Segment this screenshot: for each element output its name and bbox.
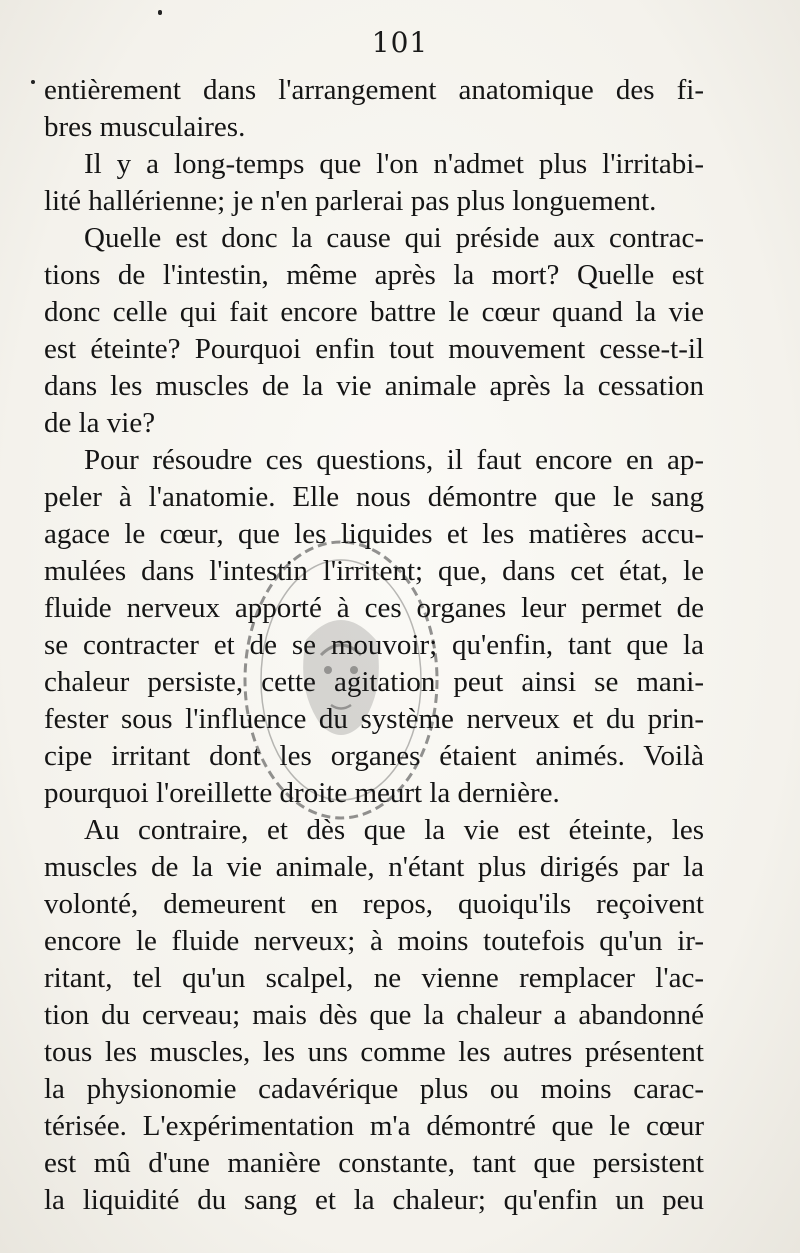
- page-number: 101: [371, 26, 429, 59]
- text-line: Pour résoudre ces questions, il faut encore en ap-: [84, 444, 704, 476]
- text-line: pourquoi l'oreillette droite meurt la dernière.: [44, 777, 560, 809]
- text-line: tion du cerveau; mais dès que la chaleur a abandonné: [44, 999, 704, 1031]
- text-line: de la vie?: [44, 407, 156, 439]
- text-line: Il y a long-temps que l'on n'admet plus l'irritabi-: [84, 148, 704, 180]
- text-line: dans les muscles de la vie animale après la cessation: [44, 370, 704, 402]
- text-line: tous les muscles, les uns comme les autres présentent: [44, 1036, 704, 1068]
- text-line: mulées dans l'intestin l'irritent; que, dans cet état, le: [44, 555, 704, 587]
- text-line: est mû d'une manière constante, tant que persistent: [44, 1147, 704, 1179]
- text-line: fester sous l'influence du système nerveux et du prin-: [44, 703, 704, 735]
- text-line: Quelle est donc la cause qui préside aux contrac-: [84, 222, 704, 254]
- text-line: ritant, tel qu'un scalpel, ne vienne remplacer l'ac-: [44, 962, 704, 994]
- text-line: lité hallérienne; je n'en parlerai pas plus longuement.: [44, 185, 657, 217]
- text-line: térisée. L'expérimentation m'a démontré que le cœur: [44, 1110, 704, 1142]
- text-line: cipe irritant dont les organes étaient animés. Voilà: [44, 740, 704, 772]
- text-line: fluide nerveux apporté à ces organes leur permet de: [44, 592, 704, 624]
- text-line: est éteinte? Pourquoi enfin tout mouvement cesse-t-il: [44, 333, 704, 365]
- text-line: volonté, demeurent en repos, quoiqu'ils reçoivent: [44, 888, 704, 920]
- ink-speck: [31, 80, 35, 84]
- text-line: peler à l'anatomie. Elle nous démontre que le sang: [44, 481, 704, 513]
- text-line: bres musculaires.: [44, 111, 246, 143]
- body-text: [44, 72, 704, 1219]
- text-line: agace le cœur, que les liquides et les matières accu-: [44, 518, 704, 550]
- text-line: chaleur persiste, cette agitation peut ainsi se mani-: [44, 666, 704, 698]
- text-line: entièrement dans l'arrangement anatomique des fi-: [44, 74, 704, 106]
- text-line: se contracter et de se mouvoir; qu'enfin, tant que la: [44, 629, 704, 661]
- text-line: la liquidité du sang et la chaleur; qu'enfin un peu: [44, 1184, 704, 1216]
- text-line: Au contraire, et dès que la vie est éteinte, les: [84, 814, 704, 846]
- text-line: muscles de la vie animale, n'étant plus dirigés par la: [44, 851, 704, 883]
- text-line: tions de l'intestin, même après la mort? Quelle est: [44, 259, 704, 291]
- text-line: donc celle qui fait encore battre le cœur quand la vie: [44, 296, 704, 328]
- ink-speck: [158, 10, 162, 15]
- text-line: encore le fluide nerveux; à moins toutefois qu'un ir-: [44, 925, 704, 957]
- text-line: la physionomie cadavérique plus ou moins carac-: [44, 1073, 704, 1105]
